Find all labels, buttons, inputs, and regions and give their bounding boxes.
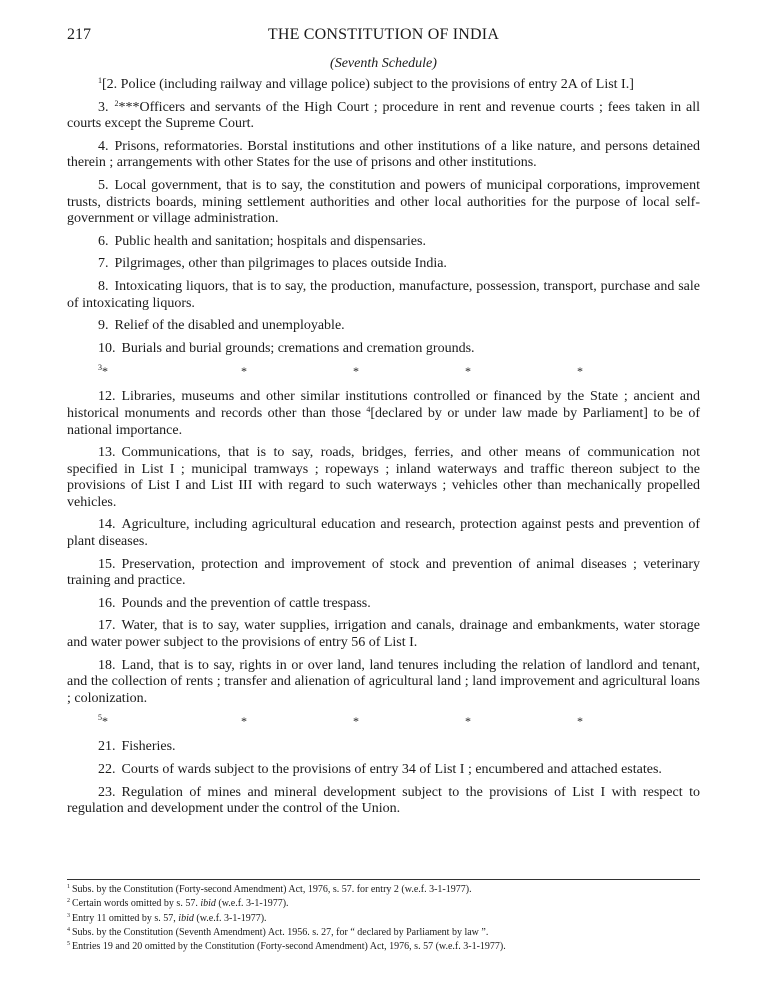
page-header: [67, 26, 700, 48]
entry-3: [67, 100, 700, 133]
entry-number: 18.: [98, 657, 116, 673]
entry-number: 8.: [98, 278, 109, 294]
entry-18: [67, 658, 700, 708]
entry-text: Pounds and the prevention of cattle trespass.: [121, 595, 371, 611]
omission-star: *: [577, 364, 583, 379]
entry-number: 15.: [98, 556, 116, 572]
footnote-marker: 3: [67, 912, 70, 919]
entry-number: 3.: [98, 99, 109, 115]
footnote-ref-3[interactable]: 3: [98, 363, 102, 373]
entry-7: [67, 256, 700, 273]
entry-text: Preservation, protection and improvement of stock and prevention of animal diseases ; veterinary training and practice.: [67, 556, 700, 589]
entry-number: 13.: [98, 445, 116, 461]
entry-number: 21.: [98, 739, 116, 755]
footnote-1: [67, 883, 700, 897]
entry-text: Relief of the disabled and unemployable.: [114, 318, 345, 334]
entry-10: [67, 341, 700, 358]
entry-12: [67, 389, 700, 439]
footnote-ref-4[interactable]: 4: [366, 404, 371, 414]
entry-text: Water, that is to say, water supplies, irrigation and canals, drainage and embankments, water storage and water power subject to the provisions of entry 56 of List I.: [67, 618, 700, 651]
footnotes: [67, 883, 700, 954]
entry-text: Courts of wards subject to the provisions of entry 34 of List I ; encumbered and attached estates.: [121, 762, 662, 777]
footnote-marker: 2: [67, 898, 70, 905]
entry-number: 22.: [98, 762, 116, 777]
footnote-3: [67, 912, 700, 926]
entry-number: 16.: [98, 595, 116, 611]
omission-stars-entry-11: [98, 363, 700, 379]
omission-star: *: [102, 714, 108, 729]
omission-star: *: [241, 364, 247, 379]
omission-star: *: [241, 714, 247, 729]
entry-8: [67, 279, 700, 312]
footnote-ref-2[interactable]: 2: [114, 98, 119, 108]
entry-number: 23.: [98, 784, 116, 800]
footnote-marker: 4: [67, 926, 70, 933]
entry-text: Pilgrimages, other than pilgrimages to places outside India.: [114, 256, 447, 272]
footnote-text: Subs. by the Constitution (Forty-second Amendment) Act, 1976, s. 57. for entry 2 (w.e.f. 3-1-1977).: [72, 884, 472, 895]
entry-17: [67, 618, 700, 651]
omission-star: *: [577, 714, 583, 729]
entry-text: Prisons, reformatories. Borstal institutions and other institutions of a like nature, and persons detained therein ; arrangements with other States for the use of prisons and other institutions.: [67, 138, 700, 171]
entry-5: [67, 178, 700, 228]
entry-text: Intoxicating liquors, that is to say, the production, manufacture, possession, transport, purchase and sale of intoxicating liquors.: [67, 278, 700, 311]
entry-text: Fisheries.: [121, 739, 176, 755]
footnote-ibid: ibid: [178, 912, 194, 924]
footnote-marker: 1: [67, 884, 70, 890]
footnote-marker: 5: [67, 941, 70, 948]
entry-text-continued: [declared by or under law made by Parliament] to be of national importance.: [67, 405, 700, 438]
footnote-text-continued: (w.e.f. 3-1-1977).: [215, 898, 289, 910]
omission-star: *: [102, 364, 108, 379]
omission-stars-entries-19-20: [98, 713, 700, 729]
entry-13: [67, 445, 700, 511]
footnote-2: [67, 897, 700, 911]
entry-6: [67, 234, 700, 251]
entry-number: 10.: [98, 340, 116, 356]
entry-text: Regulation of mines and mineral development subject to the provisions of List I with respect to regulation and development under the control of the Union.: [67, 784, 700, 817]
entry-15: [67, 557, 700, 590]
entry-2: [67, 77, 700, 94]
entry-text: Local government, that is to say, the constitution and powers of municipal corporations, improvement trusts, districts boards, mining settlement authorities and other local authorities for the purpose of local self-government or village administration.: [67, 177, 700, 227]
entries-list: [67, 77, 700, 824]
omission-star: *: [353, 364, 359, 379]
schedule-subtitle: (Seventh Schedule): [330, 56, 437, 71]
entry-number: 9.: [98, 318, 109, 334]
entry-text: [2. Police (including railway and village police) subject to the provisions of entry 2A of List I.]: [102, 77, 634, 92]
entry-16: [67, 596, 700, 613]
entry-text: Land, that is to say, rights in or over land, land tenures including the relation of landlord and tenant, and the collection of rents ; transfer and alienation of agricultural land ; land improvement and agricultural loans ; colonization.: [67, 657, 700, 706]
entry-number: 4.: [98, 138, 109, 154]
entry-14: [67, 517, 700, 550]
document-title: THE CONSTITUTION OF INDIA: [267, 26, 500, 43]
entry-text: Communications, that is to say, roads, bridges, ferries, and other means of communication not specified in List I ; municipal tramways ; ropeways ; inland waterways and traffic thereon subject to the provisions of List I and List III with regard to such waterways ; vehicles other than mechanically propelled vehicles.: [67, 445, 700, 510]
footnote-text-continued: (w.e.f. 3-1-1977).: [193, 912, 267, 924]
entry-text: Agriculture, including agricultural education and research, protection against pests and prevention of plant diseases.: [67, 517, 700, 550]
entry-number: 14.: [98, 517, 116, 533]
entry-number: 12.: [98, 389, 116, 405]
entry-23: [67, 785, 700, 818]
footnote-text: Certain words omitted by s. 57.: [72, 898, 201, 910]
entry-text: Burials and burial grounds; cremations and cremation grounds.: [121, 340, 475, 356]
footnote-5: [67, 940, 700, 954]
footnote-4: [67, 926, 700, 940]
entry-21: [67, 739, 700, 756]
footnote-ref-5[interactable]: 5: [98, 713, 102, 723]
omission-star: *: [465, 364, 471, 379]
footnote-ibid: ibid: [200, 898, 216, 910]
entry-text: Public health and sanitation; hospitals and dispensaries.: [114, 233, 426, 249]
footnote-text: Entries 19 and 20 omitted by the Constitution (Forty-second Amendment) Act, 1976, s. 57 (w.e.f. 3-1-1977).: [72, 941, 506, 953]
page-number: 217: [67, 26, 91, 43]
footnote-ref-1[interactable]: 1: [98, 76, 102, 85]
entry-4: [67, 139, 700, 172]
entry-text: ***Officers and servants of the High Court ; procedure in rent and revenue courts ; fees taken in all courts except the Supreme Court.: [67, 99, 700, 132]
entry-9: [67, 318, 700, 335]
entry-number: 5.: [98, 177, 109, 193]
entry-number: 7.: [98, 256, 109, 272]
omission-star: *: [465, 714, 471, 729]
entry-text: Libraries, museums and other similar institutions controlled or financed by the State ; ancient and historical monuments and records other than those: [67, 389, 700, 421]
footnote-divider: [67, 879, 700, 880]
footnote-text: Subs. by the Constitution (Seventh Amendment) Act. 1956. s. 27, for “ declared by Parliament by law ”.: [72, 926, 489, 938]
omission-star: *: [353, 714, 359, 729]
footnote-text: Entry 11 omitted by s. 57,: [72, 912, 179, 924]
entry-number: 17.: [98, 618, 116, 634]
entry-number: 6.: [98, 233, 109, 249]
entry-22: [67, 762, 700, 779]
